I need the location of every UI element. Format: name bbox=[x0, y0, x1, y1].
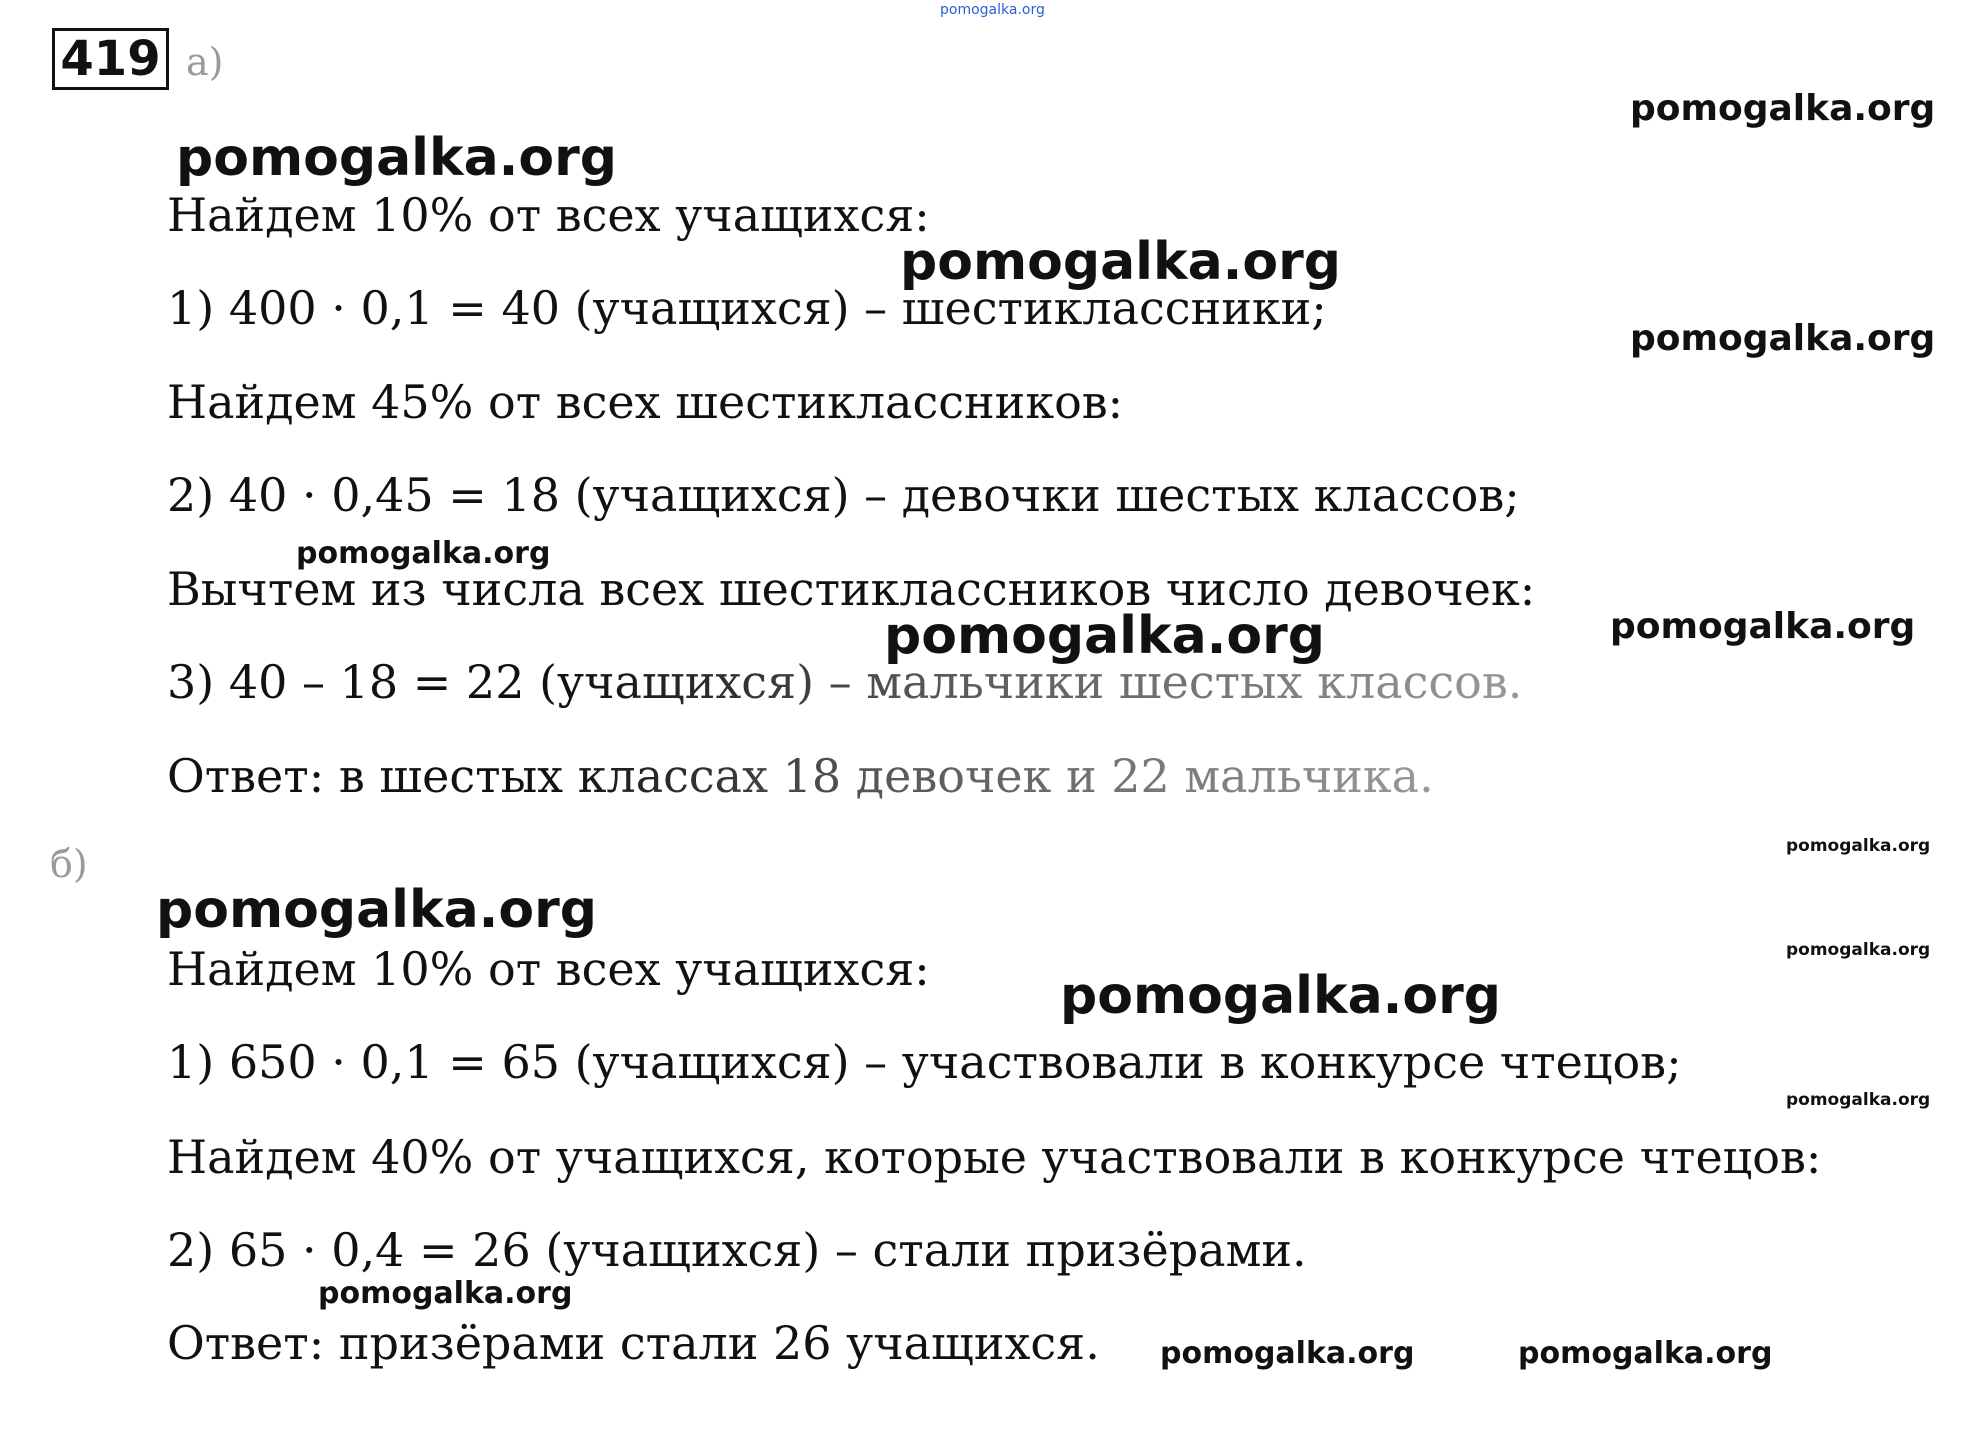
watermark: pomogalka.org bbox=[1610, 606, 1916, 647]
watermark: pomogalka.org bbox=[296, 536, 551, 571]
watermark: pomogalka.org bbox=[318, 1276, 573, 1311]
watermark: pomogalka.org bbox=[156, 880, 598, 940]
watermark: pomogalka.org bbox=[1786, 1090, 1931, 1110]
part-a-line-5: Вычтем из числа всех шестиклассников число девочек: bbox=[167, 562, 1536, 616]
part-a-answer: Ответ: в шестых классах 18 девочек и 22 мальчика. bbox=[167, 749, 1434, 803]
part-a-line-1: Найдем 10% от всех учащихся: bbox=[167, 188, 930, 242]
watermark: pomogalka.org bbox=[1786, 836, 1931, 856]
part-b-answer: Ответ: призёрами стали 26 учащихся. bbox=[167, 1316, 1100, 1370]
watermark: pomogalka.org bbox=[1630, 88, 1936, 129]
watermark: pomogalka.org bbox=[884, 606, 1326, 666]
part-b-line-2: 1) 650 · 0,1 = 65 (учащихся) – участвовали в конкурсе чтецов; bbox=[167, 1035, 1682, 1089]
part-b-line-3: Найдем 40% от учащихся, которые участвовали в конкурсе чтецов: bbox=[167, 1130, 1822, 1184]
part-a-line-3: Найдем 45% от всех шестиклассников: bbox=[167, 375, 1124, 429]
part-a-line-4: 2) 40 · 0,45 = 18 (учащихся) – девочки шестых классов; bbox=[167, 468, 1520, 522]
part-a-label: а) bbox=[186, 40, 224, 84]
watermark-top: pomogalka.org bbox=[940, 2, 1045, 18]
watermark: pomogalka.org bbox=[900, 232, 1342, 292]
part-b-line-4: 2) 65 · 0,4 = 26 (учащихся) – стали призёрами. bbox=[167, 1223, 1307, 1277]
watermark: pomogalka.org bbox=[176, 128, 618, 188]
watermark: pomogalka.org bbox=[1630, 318, 1936, 359]
watermark: pomogalka.org bbox=[1160, 1336, 1415, 1371]
problem-number: 419 bbox=[52, 28, 169, 90]
watermark: pomogalka.org bbox=[1060, 966, 1502, 1026]
watermark: pomogalka.org bbox=[1786, 940, 1931, 960]
watermark: pomogalka.org bbox=[1518, 1336, 1773, 1371]
part-a-line-6: 3) 40 – 18 = 22 (учащихся) – мальчики шестых классов. bbox=[167, 655, 1523, 709]
part-a-line-2: 1) 400 · 0,1 = 40 (учащихся) – шестиклассники; bbox=[167, 281, 1327, 335]
part-b-label: б) bbox=[50, 842, 88, 886]
part-b-line-1: Найдем 10% от всех учащихся: bbox=[167, 942, 930, 996]
